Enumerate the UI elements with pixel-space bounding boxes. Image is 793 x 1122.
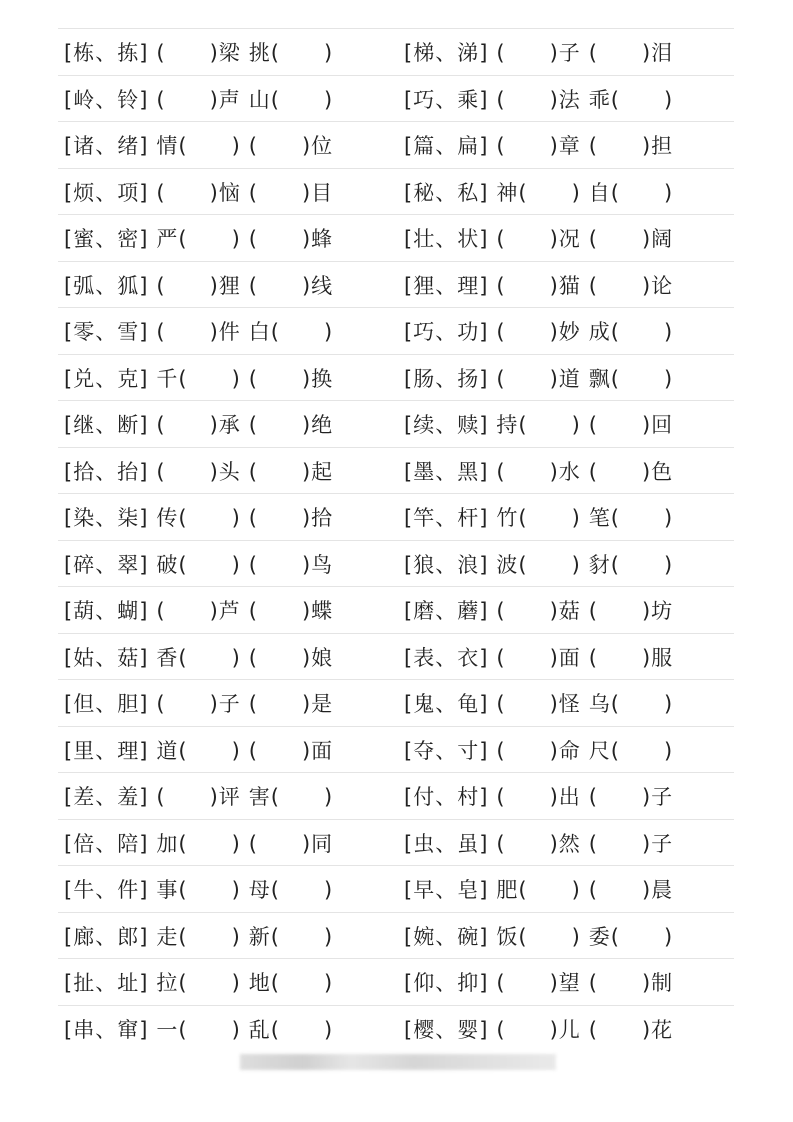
character-pair: [继、断] bbox=[64, 413, 149, 437]
character-pair: [牛、件] bbox=[64, 878, 149, 902]
exercise-item-right bbox=[404, 401, 673, 447]
fill-in-blank[interactable]: ( )子 bbox=[156, 692, 241, 716]
character-pair: [蜜、密] bbox=[64, 227, 149, 251]
fill-in-blank[interactable]: 害( ) bbox=[248, 785, 334, 809]
fill-in-blank[interactable]: 山( ) bbox=[248, 87, 334, 112]
exercise-item-right bbox=[404, 494, 673, 540]
exercise-item-right bbox=[404, 820, 673, 866]
exercise-item-right bbox=[404, 866, 673, 912]
fill-in-blank[interactable]: 严( ) bbox=[156, 227, 241, 251]
character-pair: [婉、碗] bbox=[404, 924, 489, 949]
fill-in-blank[interactable]: 挑( ) bbox=[248, 41, 334, 65]
fill-in-blank[interactable]: ( )坊 bbox=[588, 599, 674, 623]
exercise-item-right bbox=[404, 959, 673, 1005]
fill-in-blank[interactable]: 豺( ) bbox=[588, 552, 674, 577]
fill-in-blank[interactable]: ( )蜂 bbox=[248, 227, 334, 251]
exercise-item-left bbox=[64, 587, 333, 633]
exercise-item-left bbox=[64, 169, 333, 215]
character-pair: [巧、乘] bbox=[404, 87, 489, 112]
exercise-item-left bbox=[64, 76, 333, 122]
exercise-row bbox=[58, 261, 734, 308]
fill-in-blank[interactable]: ( )件 bbox=[156, 320, 241, 344]
character-pair: [兑、克] bbox=[64, 366, 149, 391]
fill-in-blank[interactable]: ( )蝶 bbox=[248, 599, 334, 623]
exercise-row bbox=[58, 958, 734, 1005]
fill-in-blank[interactable]: ( )服 bbox=[588, 645, 674, 670]
exercise-item-right bbox=[404, 215, 673, 261]
character-pair: [碎、翠] bbox=[64, 552, 149, 577]
fill-in-blank[interactable]: ( )子 bbox=[496, 41, 581, 65]
fill-in-blank[interactable]: ( )线 bbox=[248, 273, 334, 298]
exercise-item-right bbox=[404, 76, 673, 122]
character-pair: [墨、黑] bbox=[404, 459, 489, 484]
exercise-item-right bbox=[404, 587, 673, 633]
fill-in-blank[interactable]: ( )猫 bbox=[496, 273, 581, 298]
worksheet-page bbox=[58, 28, 734, 1042]
exercise-item-left bbox=[64, 122, 333, 168]
exercise-item-left bbox=[64, 913, 333, 959]
fill-in-blank[interactable]: 乌( ) bbox=[588, 692, 674, 716]
exercise-row bbox=[58, 28, 734, 75]
exercise-row bbox=[58, 75, 734, 122]
exercise-row bbox=[58, 540, 734, 587]
character-pair: [岭、铃] bbox=[64, 87, 149, 112]
fill-in-blank[interactable]: ( )出 bbox=[496, 785, 581, 809]
fill-in-blank[interactable]: ( )命 bbox=[496, 738, 581, 763]
exercise-row bbox=[58, 865, 734, 912]
fill-in-blank[interactable]: ( )阔 bbox=[588, 227, 674, 251]
character-pair: [仰、抑] bbox=[404, 971, 489, 995]
exercise-item-right bbox=[404, 169, 673, 215]
fill-in-blank[interactable]: ( )回 bbox=[588, 413, 674, 437]
character-pair: [虫、虽] bbox=[404, 831, 489, 856]
fill-in-blank[interactable]: ( )怪 bbox=[496, 692, 581, 716]
fill-in-blank[interactable]: ( )面 bbox=[248, 738, 334, 763]
exercise-item-left bbox=[64, 262, 333, 308]
fill-in-blank[interactable]: ( )晨 bbox=[588, 878, 674, 902]
fill-in-blank[interactable]: ( )望 bbox=[496, 971, 581, 995]
character-pair: [肠、扬] bbox=[404, 366, 489, 391]
exercise-row bbox=[58, 354, 734, 401]
exercise-item-right bbox=[404, 262, 673, 308]
character-pair: [葫、蝴] bbox=[64, 599, 149, 623]
fill-in-blank[interactable]: ( )泪 bbox=[588, 41, 674, 65]
character-pair: [串、窜] bbox=[64, 1017, 149, 1042]
exercise-row bbox=[58, 1005, 734, 1052]
exercise-row bbox=[58, 400, 734, 447]
fill-in-blank[interactable]: 母( ) bbox=[248, 878, 334, 902]
fill-in-blank[interactable]: 自( ) bbox=[588, 180, 674, 205]
fill-in-blank[interactable]: 波( ) bbox=[496, 552, 581, 577]
fill-in-blank[interactable]: ( )是 bbox=[248, 692, 334, 716]
exercise-item-left bbox=[64, 215, 333, 261]
fill-in-blank[interactable]: 道( ) bbox=[156, 738, 241, 763]
fill-in-blank[interactable]: ( )制 bbox=[588, 971, 674, 995]
character-pair: [诸、绪] bbox=[64, 134, 149, 158]
exercise-item-right bbox=[404, 355, 673, 401]
fill-in-blank[interactable]: 白( ) bbox=[248, 320, 334, 344]
character-pair: [姑、菇] bbox=[64, 645, 149, 670]
character-pair: [扯、址] bbox=[64, 971, 149, 995]
exercise-item-right bbox=[404, 29, 673, 75]
character-pair: [续、赎] bbox=[404, 413, 489, 437]
character-pair: [狼、浪] bbox=[404, 552, 489, 577]
exercise-item-right bbox=[404, 634, 673, 680]
fill-in-blank[interactable]: ( )水 bbox=[496, 459, 581, 484]
character-pair: [壮、状] bbox=[404, 227, 489, 251]
exercise-item-left bbox=[64, 959, 333, 1005]
character-pair: [狸、理] bbox=[404, 273, 489, 298]
character-pair: [秘、私] bbox=[404, 180, 489, 205]
fill-in-blank[interactable]: 走( ) bbox=[156, 924, 241, 949]
fill-in-blank[interactable]: 千( ) bbox=[156, 366, 241, 391]
fill-in-blank[interactable]: ( )头 bbox=[156, 459, 241, 484]
exercise-item-right bbox=[404, 541, 673, 587]
exercise-item-right bbox=[404, 680, 673, 726]
exercise-row bbox=[58, 307, 734, 354]
fill-in-blank[interactable]: ( )子 bbox=[588, 785, 674, 809]
character-pair: [表、衣] bbox=[404, 645, 489, 670]
fill-in-blank[interactable]: 破( ) bbox=[156, 552, 241, 577]
exercise-item-left bbox=[64, 866, 333, 912]
fill-in-blank[interactable]: ( )然 bbox=[496, 831, 581, 856]
fill-in-blank[interactable]: ( )色 bbox=[588, 459, 674, 484]
fill-in-blank[interactable]: 飘( ) bbox=[588, 366, 674, 391]
exercise-item-left bbox=[64, 448, 333, 494]
fill-in-blank[interactable]: 笔( ) bbox=[588, 506, 674, 530]
fill-in-blank[interactable]: ( )论 bbox=[588, 273, 674, 298]
exercise-item-right bbox=[404, 913, 673, 959]
character-pair: [梯、涕] bbox=[404, 41, 489, 65]
exercise-row bbox=[58, 679, 734, 726]
exercise-row bbox=[58, 121, 734, 168]
exercise-item-left bbox=[64, 401, 333, 447]
character-pair: [差、羞] bbox=[64, 785, 149, 809]
character-pair: [染、柒] bbox=[64, 506, 149, 530]
fill-in-blank[interactable]: 一( ) bbox=[156, 1017, 241, 1042]
exercise-row bbox=[58, 447, 734, 494]
exercise-row bbox=[58, 772, 734, 819]
exercise-item-left bbox=[64, 634, 333, 680]
character-pair: [倍、陪] bbox=[64, 831, 149, 856]
fill-in-blank[interactable]: ( )恼 bbox=[156, 180, 241, 205]
exercise-row bbox=[58, 633, 734, 680]
fill-in-blank[interactable]: ( )妙 bbox=[496, 320, 581, 344]
fill-in-blank[interactable]: ( )子 bbox=[588, 831, 674, 856]
exercise-row bbox=[58, 912, 734, 959]
fill-in-blank[interactable]: 加( ) bbox=[156, 831, 241, 856]
exercise-item-left bbox=[64, 820, 333, 866]
fill-in-blank[interactable]: ( )声 bbox=[156, 87, 241, 112]
fill-in-blank[interactable]: ( )况 bbox=[496, 227, 581, 251]
fill-in-blank[interactable]: ( )绝 bbox=[248, 413, 334, 437]
exercise-item-left bbox=[64, 355, 333, 401]
fill-in-blank[interactable]: ( )位 bbox=[248, 134, 334, 158]
character-pair: [弧、狐] bbox=[64, 273, 149, 298]
fill-in-blank[interactable]: ( )道 bbox=[496, 366, 581, 391]
exercise-item-right bbox=[404, 122, 673, 168]
fill-in-blank[interactable]: ( )梁 bbox=[156, 41, 241, 65]
character-pair: [烦、项] bbox=[64, 180, 149, 205]
fill-in-blank[interactable]: 持( ) bbox=[496, 413, 581, 437]
exercise-item-left bbox=[64, 773, 333, 819]
exercise-row bbox=[58, 586, 734, 633]
character-pair: [早、皂] bbox=[404, 878, 489, 902]
character-pair: [但、胆] bbox=[64, 692, 149, 716]
exercise-item-left bbox=[64, 541, 333, 587]
fill-in-blank[interactable]: ( )承 bbox=[156, 413, 241, 437]
exercise-item-left bbox=[64, 1006, 333, 1052]
fill-in-blank[interactable]: ( )狸 bbox=[156, 273, 241, 298]
fill-in-blank[interactable]: 成( ) bbox=[588, 320, 674, 344]
fill-in-blank[interactable]: 委( ) bbox=[588, 924, 674, 949]
fill-in-blank[interactable]: ( )花 bbox=[588, 1017, 674, 1042]
fill-in-blank[interactable]: ( )评 bbox=[156, 785, 241, 809]
exercise-item-left bbox=[64, 680, 333, 726]
fill-in-blank[interactable]: ( )换 bbox=[248, 366, 334, 391]
exercise-item-left bbox=[64, 727, 333, 773]
character-pair: [磨、蘑] bbox=[404, 599, 489, 623]
character-pair: [篇、扁] bbox=[404, 134, 489, 158]
fill-in-blank[interactable]: ( )娘 bbox=[248, 645, 334, 670]
fill-in-blank[interactable]: 乖( ) bbox=[588, 87, 674, 112]
exercise-item-right bbox=[404, 1006, 673, 1052]
fill-in-blank[interactable]: ( )菇 bbox=[496, 599, 581, 623]
character-pair: [里、理] bbox=[64, 738, 149, 763]
exercise-item-left bbox=[64, 308, 333, 354]
character-pair: [零、雪] bbox=[64, 320, 149, 344]
fill-in-blank[interactable]: 尺( ) bbox=[588, 738, 674, 763]
fill-in-blank[interactable]: 新( ) bbox=[248, 924, 334, 949]
fill-in-blank[interactable]: 事( ) bbox=[156, 878, 241, 902]
exercise-row bbox=[58, 493, 734, 540]
fill-in-blank[interactable]: 神( ) bbox=[496, 180, 581, 205]
fill-in-blank[interactable]: 香( ) bbox=[156, 645, 241, 670]
exercise-item-right bbox=[404, 727, 673, 773]
fill-in-blank[interactable]: ( )同 bbox=[248, 831, 334, 856]
fill-in-blank[interactable]: 传( ) bbox=[156, 506, 241, 530]
fill-in-blank[interactable]: 肥( ) bbox=[496, 878, 581, 902]
fill-in-blank[interactable]: ( )起 bbox=[248, 459, 334, 484]
character-pair: [竿、杆] bbox=[404, 506, 489, 530]
character-pair: [巧、功] bbox=[404, 320, 489, 344]
exercise-item-left bbox=[64, 494, 333, 540]
exercise-item-left bbox=[64, 29, 333, 75]
fill-in-blank[interactable]: ( )法 bbox=[496, 87, 581, 112]
character-pair: [拾、抬] bbox=[64, 459, 149, 484]
character-pair: [夺、寸] bbox=[404, 738, 489, 763]
fill-in-blank[interactable]: ( )目 bbox=[248, 180, 334, 205]
fill-in-blank[interactable]: ( )拾 bbox=[248, 506, 334, 530]
exercise-row bbox=[58, 726, 734, 773]
blurred-footer-text bbox=[240, 1054, 556, 1070]
character-pair: [廊、郎] bbox=[64, 924, 149, 949]
fill-in-blank[interactable]: ( )章 bbox=[496, 134, 581, 158]
exercise-item-right bbox=[404, 773, 673, 819]
fill-in-blank[interactable]: 竹( ) bbox=[496, 506, 581, 530]
fill-in-blank[interactable]: ( )担 bbox=[588, 134, 674, 158]
character-pair: [栋、拣] bbox=[64, 41, 149, 65]
fill-in-blank[interactable]: 地( ) bbox=[248, 971, 334, 995]
exercise-item-right bbox=[404, 308, 673, 354]
exercise-item-right bbox=[404, 448, 673, 494]
character-pair: [付、村] bbox=[404, 785, 489, 809]
fill-in-blank[interactable]: ( )儿 bbox=[496, 1017, 581, 1042]
exercise-row bbox=[58, 168, 734, 215]
fill-in-blank[interactable]: ( )芦 bbox=[156, 599, 241, 623]
fill-in-blank[interactable]: 饭( ) bbox=[496, 924, 581, 949]
exercise-row bbox=[58, 819, 734, 866]
fill-in-blank[interactable]: 情( ) bbox=[156, 134, 241, 158]
fill-in-blank[interactable]: ( )鸟 bbox=[248, 552, 334, 577]
exercise-row bbox=[58, 214, 734, 261]
fill-in-blank[interactable]: 乱( ) bbox=[248, 1017, 334, 1042]
character-pair: [樱、婴] bbox=[404, 1017, 489, 1042]
fill-in-blank[interactable]: ( )面 bbox=[496, 645, 581, 670]
character-pair: [鬼、龟] bbox=[404, 692, 489, 716]
fill-in-blank[interactable]: 拉( ) bbox=[156, 971, 241, 995]
